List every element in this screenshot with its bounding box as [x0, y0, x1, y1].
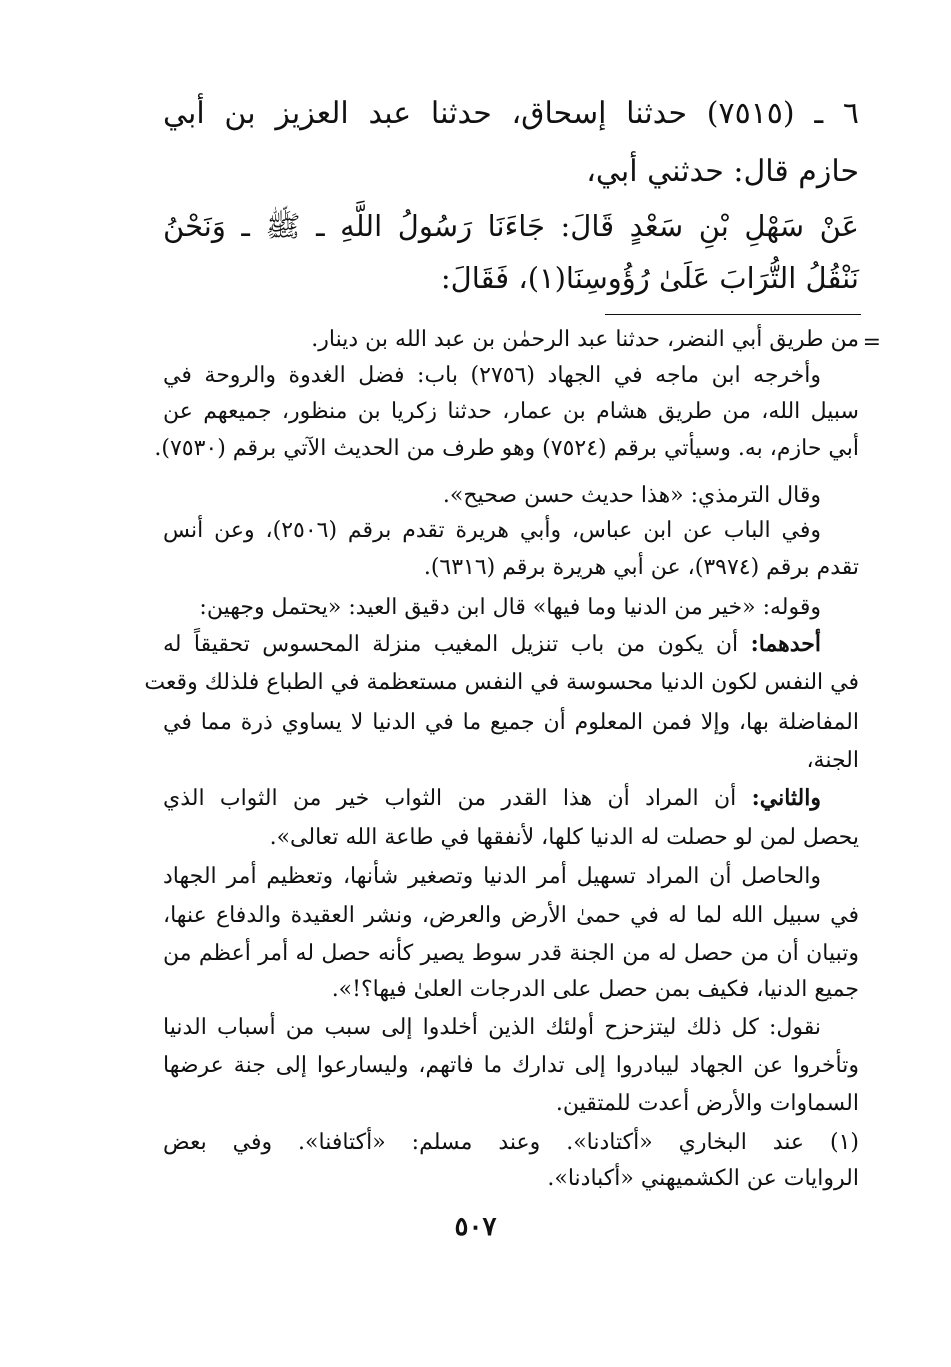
footnote-line: نقول: كل ذلك ليتزحزح أولئك الذين أخلدوا إلى سبب من أسباب الدنيا: [163, 1015, 821, 1040]
point-one-text: أن يكون من باب تنزيل المغيب منزلة المحسوس تحقيقاً له: [163, 632, 739, 657]
footnote-line: سبيل الله، من طريق هشام بن عمار، حدثنا زكريا بن منظور، جميعهم عن: [163, 399, 859, 424]
footnote-line: [163, 628, 821, 660]
point-one-label: أحدهما:: [750, 631, 821, 657]
footnote-line: [163, 782, 821, 814]
footnote-line: وتبيان أن من حصل له من الجنة قدر سوط يصير كأنه حصل له أمر أعظم من: [163, 941, 859, 966]
footnote-line: المفاضلة بها، وإلا فمن المعلوم أن جميع ما في الدنيا لا يساوي ذرة مما في: [163, 710, 859, 735]
footnote-1: (١) عند البخاري «أكتادنا». وعند مسلم: «أكتافنا». وفي بعض: [163, 1130, 859, 1155]
footnote-separator: [605, 314, 861, 315]
main-text-line-1: ٦ ـ (٧٥١٥) حدثنا إسحاق، حدثنا عبد العزيز بن أبي: [163, 96, 859, 131]
point-two-label: والثاني:: [751, 785, 821, 811]
footnote-line: الجنة،: [806, 748, 859, 773]
hadith-text-line-2: نَنْقُلُ التُّرَابَ عَلَىٰ رُؤُوسِنَا(١)، فَقَالَ:: [440, 261, 859, 295]
footnote-line: وأخرجه ابن ماجه في الجهاد (٢٧٥٦) باب: فضل الغدوة والروحة في: [163, 363, 821, 388]
footnote-line: وقوله: «خير من الدنيا وما فيها» قال ابن دقيق العيد: «يحتمل وجهين:: [199, 595, 821, 620]
footnote-line: من طريق أبي النضر، حدثنا عبد الرحمٰن بن عبد الله بن دينار.: [311, 327, 859, 352]
hadith-text-line-1: عَنْ سَهْلِ بْنِ سَعْدٍ قَالَ: جَاءَنَا رَسُولُ اللَّهِ ـ ﷺ ـ وَنَحْنُ: [163, 209, 859, 243]
footnote-line: يحصل لمن لو حصلت له الدنيا كلها، لأنفقها في طاعة الله تعالى».: [269, 825, 859, 850]
footnote-line: السماوات والأرض أعدت للمتقين.: [555, 1091, 859, 1116]
footnote-line: وفي الباب عن ابن عباس، وأبي هريرة تقدم برقم (٢٥٠٦)، وعن أنس: [163, 518, 822, 543]
footnote-line: تقدم برقم (٣٩٧٤)، عن أبي هريرة برقم (٦٣١٦).: [423, 555, 859, 580]
footnote-line: والحاصل أن المراد تسهيل أمر الدنيا وتصغير شأنها، وتعظيم أمر الجهاد: [163, 864, 821, 889]
page-number: ٥٠٧: [454, 1212, 497, 1242]
main-text-line-2: حازم قال: حدثني أبي،: [586, 154, 859, 189]
continuation-mark: =: [862, 330, 881, 355]
footnote-line: وتأخروا عن الجهاد ليبادروا إلى تدارك ما فاتهم، وليسارعوا إلى جنة عرضها: [163, 1053, 859, 1078]
point-two-text: أن المراد أن هذا القدر من الثواب خير من الثواب الذي: [163, 786, 737, 811]
footnote-line: في النفس لكون الدنيا محسوسة في النفس مستعظمة في الطباع فلذلك وقعت: [144, 670, 859, 695]
footnote-1-continued: الروايات عن الكشميهني «أكبادنا».: [547, 1166, 859, 1191]
footnote-line: في سبيل الله لما له في حمىٰ الأرض والعرض، ونشر العقيدة والدفاع عنها،: [163, 903, 859, 928]
footnote-line: جميع الدنيا، فكيف بمن حصل على الدرجات العلىٰ فيها؟!».: [331, 977, 859, 1002]
footnote-line: أبي حازم، به. وسيأتي برقم (٧٥٢٤) وهو طرف من الحديث الآتي برقم (٧٥٣٠).: [154, 436, 859, 461]
footnote-line: وقال الترمذي: «هذا حديث حسن صحيح».: [442, 483, 821, 508]
